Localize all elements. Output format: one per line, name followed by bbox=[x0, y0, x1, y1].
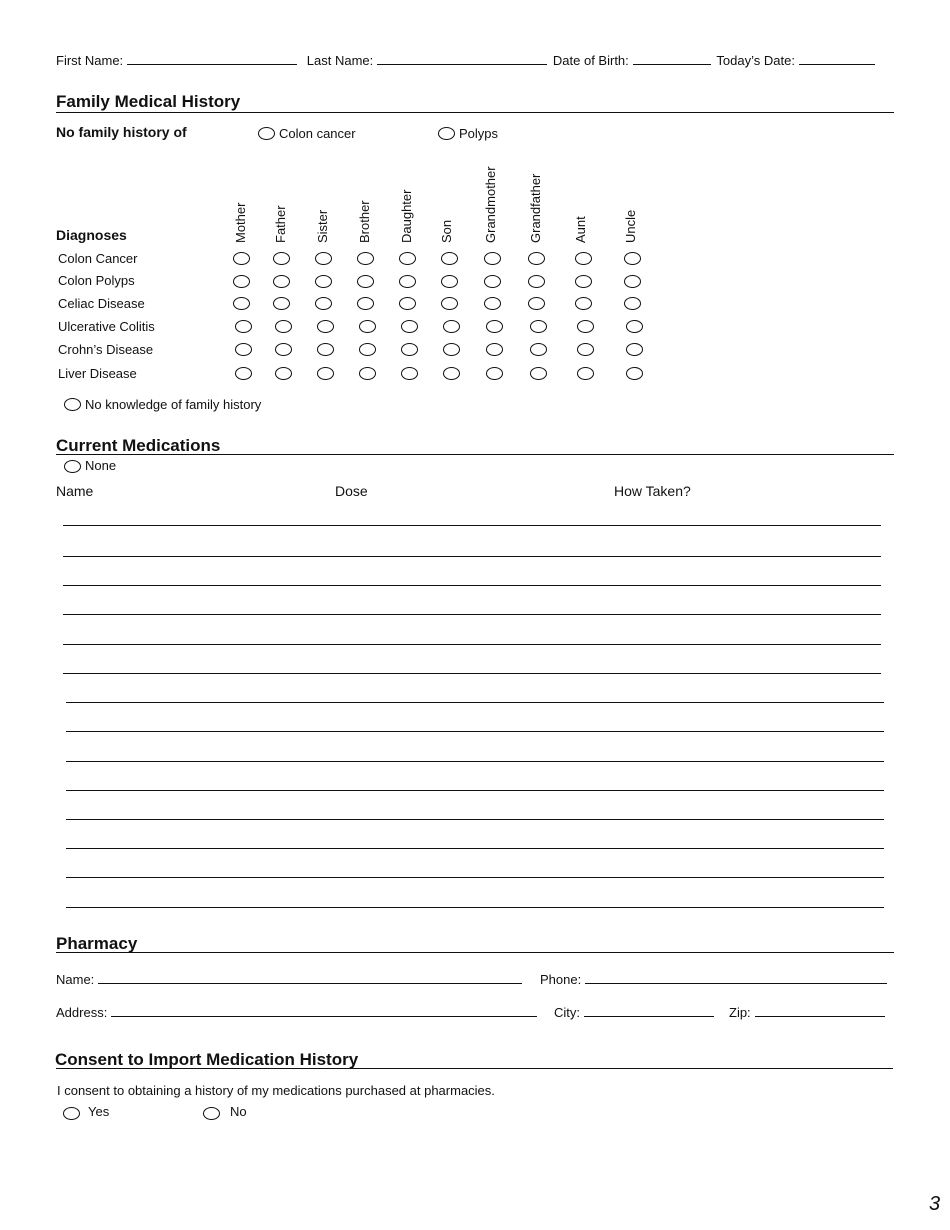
radio-colon-cancer-son[interactable] bbox=[441, 252, 458, 265]
relative-header-sister: Sister bbox=[315, 209, 330, 243]
radio-ulcerative-colitis-mother[interactable] bbox=[235, 320, 252, 333]
radio-celiac-disease-grandfather[interactable] bbox=[528, 297, 545, 310]
medication-entry-line[interactable] bbox=[63, 556, 881, 557]
medication-entry-line[interactable] bbox=[66, 731, 884, 732]
radio-liver-disease-father[interactable] bbox=[275, 367, 292, 380]
medication-entry-line[interactable] bbox=[66, 761, 884, 762]
first-name-field[interactable] bbox=[127, 53, 297, 65]
consent-rule bbox=[56, 1068, 893, 1069]
radio-ulcerative-colitis-uncle[interactable] bbox=[626, 320, 643, 333]
radio-colon-polyps-father[interactable] bbox=[273, 275, 290, 288]
radio-colon-polyps-brother[interactable] bbox=[357, 275, 374, 288]
radio-liver-disease-uncle[interactable] bbox=[626, 367, 643, 380]
last-name-field[interactable] bbox=[377, 53, 547, 65]
pharmacy-address-label: Address: bbox=[56, 1005, 108, 1020]
todays-date-label: Today’s Date: bbox=[716, 53, 795, 68]
diagnosis-label-celiac: Celiac Disease bbox=[58, 296, 145, 311]
medication-entry-line[interactable] bbox=[63, 585, 881, 586]
radio-liver-disease-son[interactable] bbox=[443, 367, 460, 380]
radio-liver-disease-daughter[interactable] bbox=[401, 367, 418, 380]
consent-yes-label: Yes bbox=[88, 1104, 110, 1119]
patient-info-line bbox=[56, 53, 875, 68]
radio-crohn-s-disease-mother[interactable] bbox=[235, 343, 252, 356]
consent-no-radio[interactable] bbox=[203, 1107, 220, 1120]
radio-colon-cancer-brother[interactable] bbox=[357, 252, 374, 265]
radio-crohn-s-disease-brother[interactable] bbox=[359, 343, 376, 356]
pharmacy-phone-row bbox=[540, 972, 887, 987]
radio-liver-disease-aunt[interactable] bbox=[577, 367, 594, 380]
radio-liver-disease-grandmother[interactable] bbox=[486, 367, 503, 380]
pharmacy-title: Pharmacy bbox=[56, 934, 138, 953]
radio-celiac-disease-aunt[interactable] bbox=[575, 297, 592, 310]
radio-colon-polyps-daughter[interactable] bbox=[399, 275, 416, 288]
medication-entry-line[interactable] bbox=[63, 525, 881, 526]
medication-entry-line[interactable] bbox=[63, 644, 881, 645]
relative-header-daughter: Daughter bbox=[399, 189, 414, 243]
radio-colon-polyps-aunt[interactable] bbox=[575, 275, 592, 288]
radio-crohn-s-disease-uncle[interactable] bbox=[626, 343, 643, 356]
medications-none-label: None bbox=[85, 458, 117, 473]
radio-colon-cancer-sister[interactable] bbox=[315, 252, 332, 265]
radio-colon-cancer-uncle[interactable] bbox=[624, 252, 641, 265]
radio-crohn-s-disease-grandmother[interactable] bbox=[486, 343, 503, 356]
medication-entry-line[interactable] bbox=[66, 907, 884, 908]
medication-col-how: How Taken? bbox=[614, 483, 691, 499]
radio-colon-polyps-uncle[interactable] bbox=[624, 275, 641, 288]
page-number: 3 bbox=[929, 1193, 941, 1215]
diagnosis-label-liver: Liver Disease bbox=[58, 366, 137, 381]
medication-col-dose: Dose bbox=[335, 483, 368, 499]
medications-none-radio[interactable] bbox=[64, 460, 81, 473]
medication-entry-line[interactable] bbox=[66, 790, 884, 791]
medication-entry-line[interactable] bbox=[66, 848, 884, 849]
first-name-label: First Name: bbox=[56, 53, 124, 68]
diagnoses-label: Diagnoses bbox=[56, 227, 127, 243]
radio-colon-cancer-grandfather[interactable] bbox=[528, 252, 545, 265]
polyps-radio[interactable] bbox=[438, 127, 455, 140]
pharmacy-city-label: City: bbox=[554, 1005, 580, 1020]
radio-liver-disease-sister[interactable] bbox=[317, 367, 334, 380]
radio-colon-polyps-mother[interactable] bbox=[233, 275, 250, 288]
radio-colon-cancer-mother[interactable] bbox=[233, 252, 250, 265]
relative-header-grandmother: Grandmother bbox=[483, 166, 498, 243]
consent-title: Consent to Import Medication History bbox=[55, 1050, 359, 1069]
radio-ulcerative-colitis-aunt[interactable] bbox=[577, 320, 594, 333]
pharmacy-name-row bbox=[56, 972, 522, 987]
diagnosis-label-colon-cancer: Colon Cancer bbox=[58, 251, 138, 266]
diagnosis-label-colon-polyps: Colon Polyps bbox=[58, 273, 135, 288]
pharmacy-zip-row bbox=[729, 1005, 885, 1020]
radio-colon-polyps-grandmother[interactable] bbox=[484, 275, 501, 288]
todays-date-field[interactable] bbox=[799, 53, 875, 65]
radio-colon-cancer-father[interactable] bbox=[273, 252, 290, 265]
consent-yes-radio[interactable] bbox=[63, 1107, 80, 1120]
relative-header-mother: Mother bbox=[233, 202, 248, 243]
consent-no-label: No bbox=[230, 1104, 247, 1119]
radio-celiac-disease-grandmother[interactable] bbox=[484, 297, 501, 310]
relative-header-grandfather: Grandfather bbox=[528, 173, 543, 243]
radio-ulcerative-colitis-grandmother[interactable] bbox=[486, 320, 503, 333]
relative-header-son: Son bbox=[439, 219, 454, 243]
no-knowledge-radio[interactable] bbox=[64, 398, 81, 411]
radio-colon-polyps-grandfather[interactable] bbox=[528, 275, 545, 288]
medication-entry-line[interactable] bbox=[66, 877, 884, 878]
no-history-label: No family history of bbox=[56, 124, 187, 140]
radio-crohn-s-disease-grandfather[interactable] bbox=[530, 343, 547, 356]
diagnosis-label-crohns: Crohn’s Disease bbox=[58, 342, 154, 357]
radio-crohn-s-disease-aunt[interactable] bbox=[577, 343, 594, 356]
medication-entry-line[interactable] bbox=[63, 614, 881, 615]
polyps-label: Polyps bbox=[459, 126, 499, 141]
radio-ulcerative-colitis-sister[interactable] bbox=[317, 320, 334, 333]
dob-field[interactable] bbox=[633, 53, 711, 65]
medications-title: Current Medications bbox=[56, 436, 221, 455]
pharmacy-zip-field[interactable] bbox=[755, 1005, 885, 1017]
radio-liver-disease-brother[interactable] bbox=[359, 367, 376, 380]
pharmacy-phone-field[interactable] bbox=[585, 972, 887, 984]
radio-celiac-disease-mother[interactable] bbox=[233, 297, 250, 310]
medication-col-name: Name bbox=[56, 483, 94, 499]
radio-colon-cancer-grandmother[interactable] bbox=[484, 252, 501, 265]
medication-entry-line[interactable] bbox=[66, 702, 884, 703]
radio-celiac-disease-father[interactable] bbox=[273, 297, 290, 310]
radio-celiac-disease-uncle[interactable] bbox=[624, 297, 641, 310]
consent-statement: I consent to obtaining a history of my medications purchased at pharmacies. bbox=[57, 1083, 495, 1098]
radio-liver-disease-mother[interactable] bbox=[235, 367, 252, 380]
radio-colon-polyps-sister[interactable] bbox=[315, 275, 332, 288]
pharmacy-phone-label: Phone: bbox=[540, 972, 582, 987]
pharmacy-address-row bbox=[56, 1005, 537, 1020]
radio-crohn-s-disease-sister[interactable] bbox=[317, 343, 334, 356]
relative-header-uncle: Uncle bbox=[623, 209, 638, 243]
radio-ulcerative-colitis-son[interactable] bbox=[443, 320, 460, 333]
pharmacy-rule bbox=[56, 952, 894, 953]
pharmacy-city-row bbox=[554, 1005, 714, 1020]
radio-crohn-s-disease-father[interactable] bbox=[275, 343, 292, 356]
radio-colon-cancer-aunt[interactable] bbox=[575, 252, 592, 265]
no-knowledge-label: No knowledge of family history bbox=[85, 397, 262, 412]
colon-cancer-radio[interactable] bbox=[258, 127, 275, 140]
radio-ulcerative-colitis-father[interactable] bbox=[275, 320, 292, 333]
medication-entry-line[interactable] bbox=[63, 673, 881, 674]
relative-header-brother: Brother bbox=[357, 200, 372, 243]
radio-crohn-s-disease-son[interactable] bbox=[443, 343, 460, 356]
radio-colon-cancer-daughter[interactable] bbox=[399, 252, 416, 265]
radio-ulcerative-colitis-grandfather[interactable] bbox=[530, 320, 547, 333]
medication-entry-line[interactable] bbox=[66, 819, 884, 820]
pharmacy-address-field[interactable] bbox=[111, 1005, 537, 1017]
last-name-label: Last Name: bbox=[306, 53, 374, 68]
relative-header-father: Father bbox=[273, 205, 288, 243]
family-history-title: Family Medical History bbox=[56, 92, 241, 111]
colon-cancer-label: Colon cancer bbox=[279, 126, 356, 141]
radio-colon-polyps-son[interactable] bbox=[441, 275, 458, 288]
pharmacy-city-field[interactable] bbox=[584, 1005, 714, 1017]
radio-liver-disease-grandfather[interactable] bbox=[530, 367, 547, 380]
radio-ulcerative-colitis-brother[interactable] bbox=[359, 320, 376, 333]
pharmacy-name-label: Name: bbox=[56, 972, 95, 987]
medications-rule bbox=[56, 454, 894, 455]
radio-celiac-disease-sister[interactable] bbox=[315, 297, 332, 310]
diagnosis-label-ulcerative-colitis: Ulcerative Colitis bbox=[58, 319, 155, 334]
radio-celiac-disease-brother[interactable] bbox=[357, 297, 374, 310]
radio-crohn-s-disease-daughter[interactable] bbox=[401, 343, 418, 356]
relative-header-aunt: Aunt bbox=[573, 216, 588, 243]
radio-celiac-disease-daughter[interactable] bbox=[399, 297, 416, 310]
radio-celiac-disease-son[interactable] bbox=[441, 297, 458, 310]
pharmacy-zip-label: Zip: bbox=[729, 1005, 751, 1020]
family-history-rule bbox=[56, 112, 894, 113]
pharmacy-name-field[interactable] bbox=[98, 972, 522, 984]
dob-label: Date of Birth: bbox=[552, 53, 629, 68]
radio-ulcerative-colitis-daughter[interactable] bbox=[401, 320, 418, 333]
